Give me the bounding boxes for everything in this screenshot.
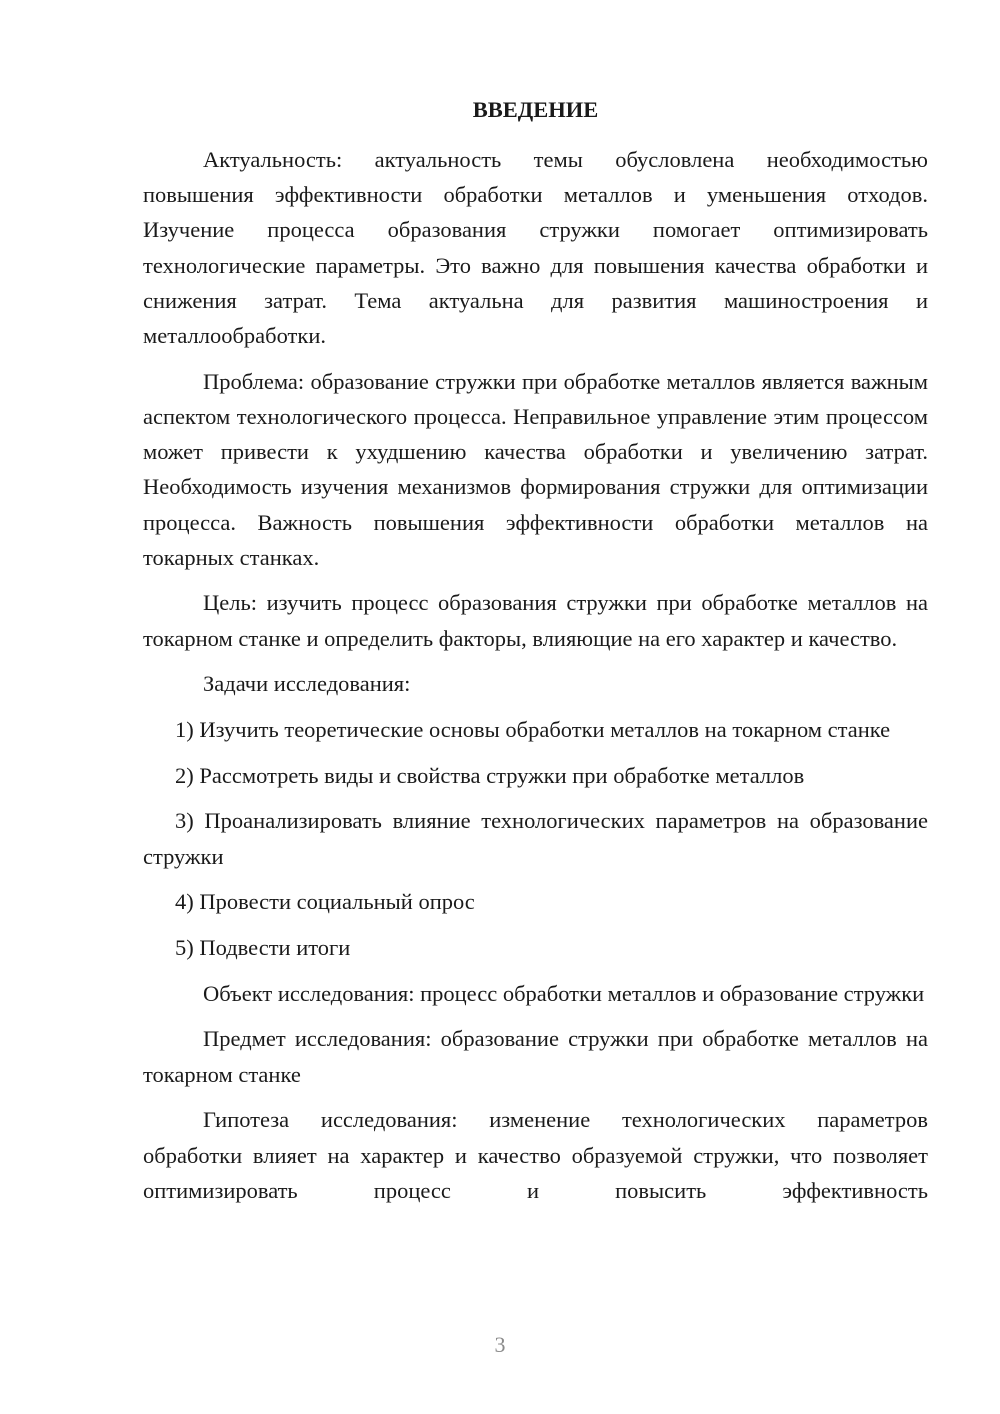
document-body	[143, 92, 928, 1218]
hypothesis-paragraph: Гипотеза исследования: изменение технологических параметров обработки влияет на характер и качество образуемой стружки, что позволяет оптимизировать процесс и повысить эффективность	[143, 1107, 928, 1203]
page-number: 3	[494, 1332, 506, 1357]
task-item-3: 3) Проанализировать влияние технологических параметров на образование стружки	[143, 808, 928, 869]
task-item-2: 2) Рассмотреть виды и свойства стружки при обработке металлов	[175, 762, 805, 788]
object-paragraph: Объект исследования: процесс обработки металлов и образование стружки	[203, 980, 925, 1006]
tasks-title: Задачи исследования:	[203, 671, 411, 697]
task-item-5: 5) Подвести итоги	[175, 935, 351, 961]
goal-paragraph: Цель: изучить процесс образования стружки при обработке металлов на токарном станке и определить факторы, влияющие на его характер и качество.	[143, 590, 928, 651]
task-item-1: 1) Изучить теоретические основы обработки металлов на токарном станке	[175, 717, 891, 743]
section-heading: ВВЕДЕНИЕ	[472, 97, 599, 122]
relevance-paragraph: Актуальность: актуальность темы обусловлена необходимостью повышения эффективности обработки металлов и уменьшения отходов. Изучение процесса образования стружки помогает оптимизировать технологические параметры. Это важно для повышения качества обработки и снижения затрат. Тема актуальна для развития машиностроения и металлообработки.	[143, 147, 928, 349]
subject-paragraph: Предмет исследования: образование стружки при обработке металлов на токарном станке	[143, 1026, 928, 1087]
problem-paragraph: Проблема: образование стружки при обработке металлов является важным аспектом технологического процесса. Неправильное управление этим процессом может привести к ухудшению качества обработки и увеличению затрат. Необходимость изучения механизмов формирования стружки для оптимизации процесса. Важность повышения эффективности обработки металлов на токарных станках.	[143, 368, 928, 570]
task-item-4: 4) Провести социальный опрос	[175, 889, 475, 915]
